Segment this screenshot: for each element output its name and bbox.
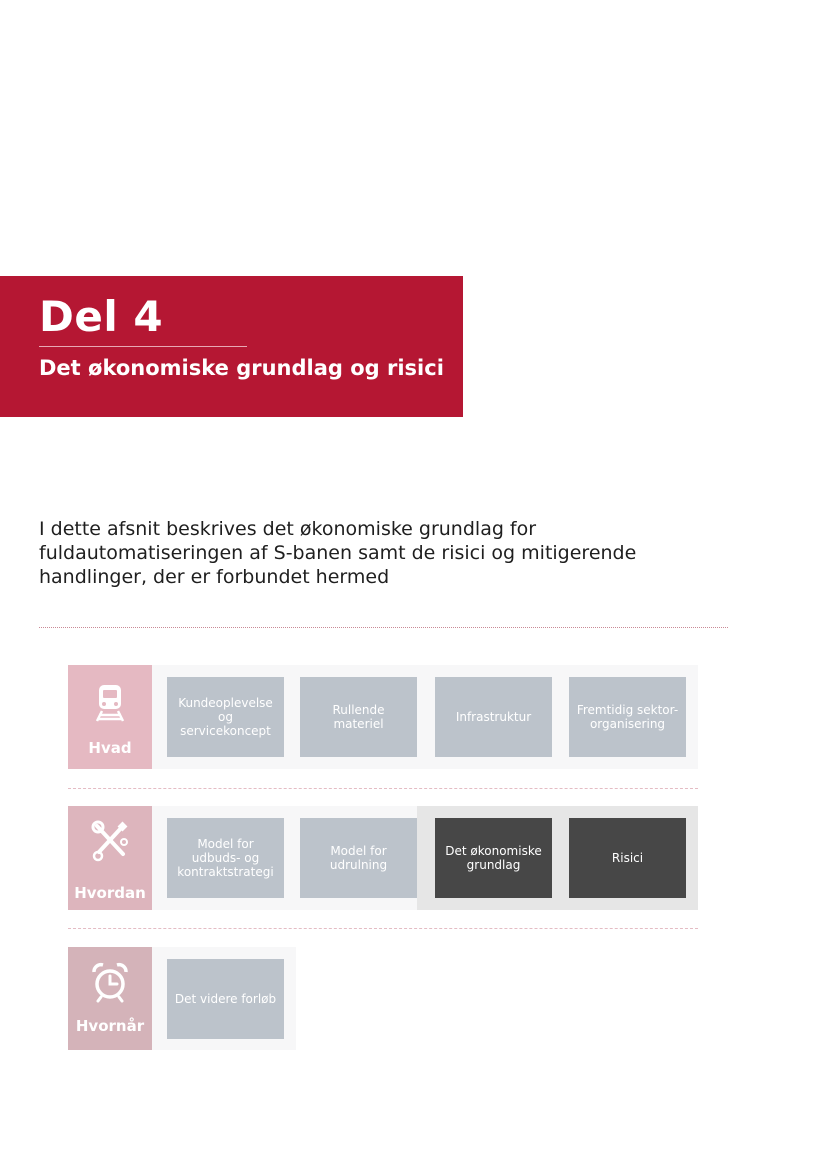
row-separator	[68, 928, 698, 929]
part-subtitle: Det økonomiske grundlag og risici	[39, 356, 444, 380]
row-label-hvornaar: Hvornår	[75, 1017, 145, 1035]
card-sektororganisering: Fremtidig sektor-organisering	[569, 677, 686, 757]
row-separator	[68, 788, 698, 789]
card-rullende-materiel: Rullende materiel	[300, 677, 417, 757]
card-okonomiske-grundlag: Det økonomiske grundlag	[435, 818, 552, 898]
card-videre-forloeb: Det videre forløb	[167, 959, 284, 1039]
card-risici: Risici	[569, 818, 686, 898]
card-udbudsstrategi: Model for udbuds- og kontraktstrategi	[167, 818, 284, 898]
row-hvordan-side	[68, 806, 152, 910]
card-udrulning: Model for udrulning	[300, 818, 417, 898]
alarm-clock-icon	[89, 961, 131, 1003]
tools-icon	[89, 820, 131, 862]
part-title: Del 4	[39, 292, 164, 341]
train-icon	[89, 681, 131, 723]
card-kundeoplevelse: Kundeoplevelse og servicekoncept	[167, 677, 284, 757]
row-hvad-side	[68, 665, 152, 769]
banner-rule	[39, 346, 247, 347]
intro-text: I dette afsnit beskrives det økonomiske grundlag for fuldautomatiseringen af S-banen samt de risici og mitigerende handlinger, der er forbundet hermed	[39, 518, 637, 588]
row-hvornaar-side	[68, 947, 152, 1050]
section-banner	[0, 276, 463, 417]
section-divider	[39, 627, 728, 628]
card-infrastruktur: Infrastruktur	[435, 677, 552, 757]
row-label-hvordan: Hvordan	[74, 884, 146, 902]
row-label-hvad: Hvad	[88, 739, 132, 757]
